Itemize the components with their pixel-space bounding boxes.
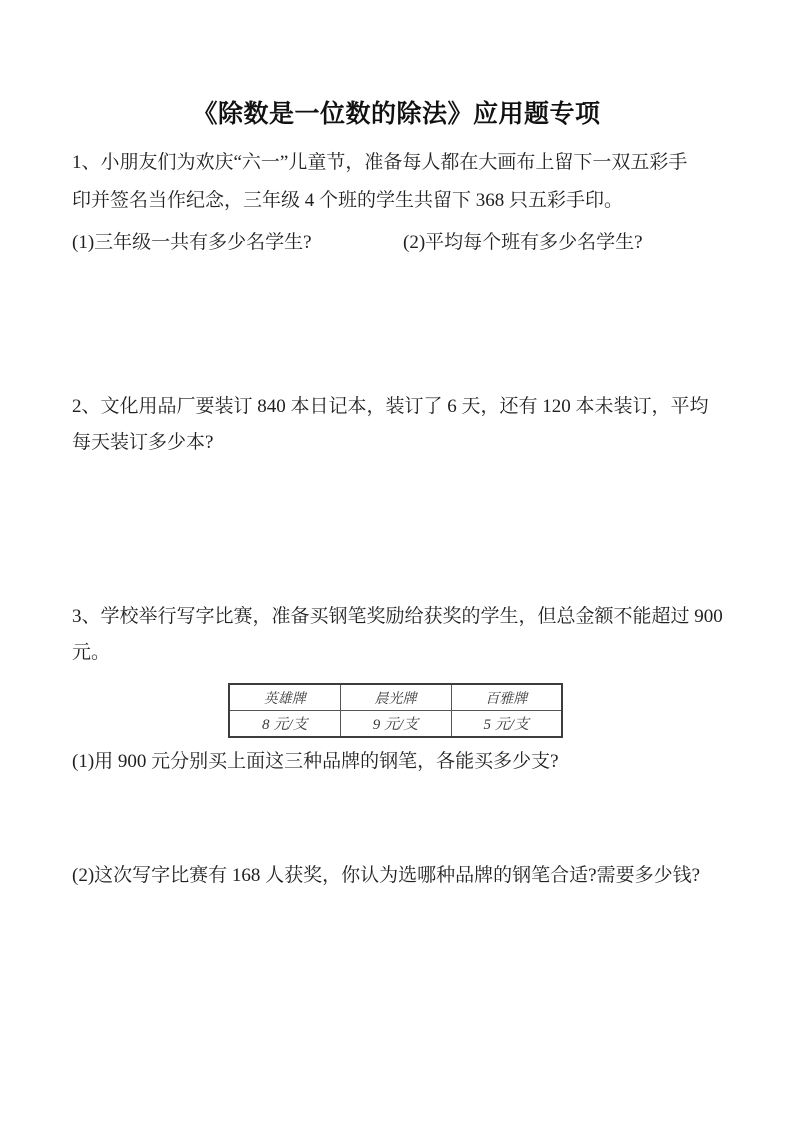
worksheet-title: 《除数是一位数的除法》应用题专项 <box>192 100 601 128</box>
problem-3-subquestion-1: (1)用 900 元分别买上面这三种品牌的钢笔，各能买多少支? <box>72 751 559 772</box>
problem-1-text-line-2: 印并签名当作纪念，三年级 4 个班的学生共留下 368 只五彩手印。 <box>72 190 624 211</box>
problem-3-text-line-2: 元。 <box>72 642 111 663</box>
pen-price-row <box>229 711 562 738</box>
pen-price-cell-hero: 8 元/支 <box>229 711 340 738</box>
problem-2-text-line-1: 2、文化用品厂要装订 840 本日记本，装订了 6 天，还有 120 本未装订，平均 <box>72 396 709 417</box>
pen-price-table <box>228 683 563 738</box>
problem-1-text-line-1: 1、小朋友们为欢庆“六一”儿童节，准备每人都在大画布上留下一双五彩手 <box>72 152 688 173</box>
problem-1-subquestion-1: (1)三年级一共有多少名学生? <box>72 232 312 253</box>
pen-brand-cell-baiya: 百雅牌 <box>451 684 562 711</box>
pen-brand-cell-chenguang: 晨光牌 <box>340 684 451 711</box>
problem-1-subquestion-2: (2)平均每个班有多少名学生? <box>403 232 643 253</box>
problem-3-subquestion-2: (2)这次写字比赛有 168 人获奖，你认为选哪种品牌的钢笔合适?需要多少钱? <box>72 865 701 886</box>
pen-brand-cell-hero: 英雄牌 <box>229 684 340 711</box>
pen-brand-header-row <box>229 684 562 711</box>
problem-3-text-line-1: 3、学校举行写字比赛，准备买钢笔奖励给获奖的学生，但总金额不能超过 900 <box>72 606 723 627</box>
pen-price-cell-chenguang: 9 元/支 <box>340 711 451 738</box>
pen-price-cell-baiya: 5 元/支 <box>451 711 562 738</box>
problem-2-text-line-2: 每天装订多少本? <box>72 432 214 453</box>
